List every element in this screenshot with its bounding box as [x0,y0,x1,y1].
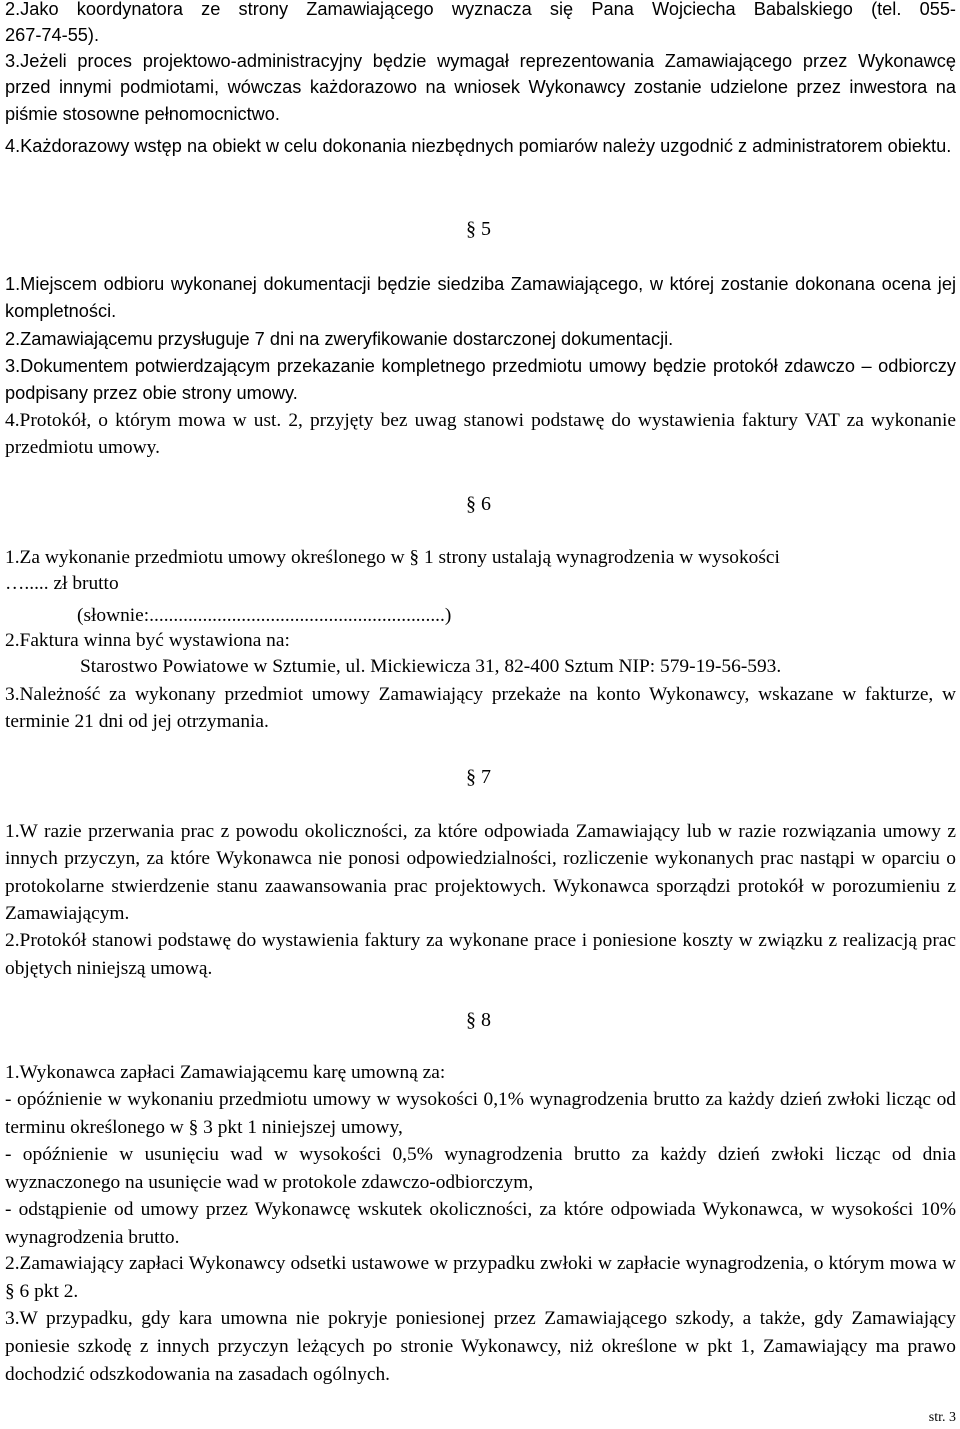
paragraph-5-2: 2.Zamawiającemu przysługuje 7 dni na zweryfikowanie dostarczonej dokumentacji. [5,329,674,349]
paragraph-7-1: 1.W razie przerwania prac z powodu okoliczności, za które odpowiada Zamawiający lub w razie rozwiązania umowy z innych przyczyn, za które Wykonawca nie ponosi odpowiedzialności, rozliczenie wykonanych prac nastąpi w oparciu o protokolarne stwierdzenie stanu zaawansowania prac projektowych. Wykonawca sporządzi protokół w porozumieniu z Zamawiającym. [5,821,956,924]
paragraph-coordinator-line1: 2.Jako koordynatora ze strony Zamawiającego wyznacza się Pana Wojciecha Babalskiego (tel. 055- [5,0,956,19]
paragraph-8-1-penalty-withdrawal: - odstąpienie od umowy przez Wykonawcę wskutek okoliczności, za które odpowiada Wykonawca, w wysokości 10% wynagrodzenia brutto. [5,1199,956,1248]
paragraph-8-1-penalty-defects: - opóźnienie w usunięciu wad w wysokości 0,5% wynagrodzenia brutto za każdy dzień zwłoki licząc od dnia wyznaczonego na usunięcie wad w protokole zdawczo-odbiorczym, [5,1144,956,1193]
paragraph-6-1: 1.Za wykonanie przedmiotu umowy określonego w § 1 strony ustalają wynagrodzenia w wysokości [5,547,780,568]
page-number: str. 3 [928,1410,956,1425]
paragraph-6-1-in-words: (słownie:.............................................................) [77,605,452,626]
paragraph-3-representation: 3.Jeżeli proces projektowo-administracyjny będzie wymagał reprezentowania Zamawiającego przez Wykonawcę przed innymi podmiotami, wówczas każdorazowo na wniosek Wykonawcy zostanie udzielone przez inwestora na piśmie stosowne pełnomocnictwo. [5,51,956,124]
section-heading-7: § 7 [466,766,491,788]
paragraph-coordinator-line2: 267-74-55). [5,25,100,45]
paragraph-8-1-penalty-delay: - opóźnienie w wykonaniu przedmiotu umowy w wysokości 0,1% wynagrodzenia brutto za każdy dzień zwłoki licząc od terminu określonego w § 3 pkt 1 niniejszej umowy, [5,1089,956,1138]
section-heading-6: § 6 [466,493,491,515]
section-heading-5: § 5 [466,218,491,240]
paragraph-8-2: 2.Zamawiający zapłaci Wykonawcy odsetki ustawowe w przypadku zwłoki w zapłacie wynagrodzenia, o którym mowa w § 6 pkt 2. [5,1253,956,1302]
section-heading-8: § 8 [466,1009,491,1031]
paragraph-8-1: 1.Wykonawca zapłaci Zamawiającemu karę umowną za: [5,1062,446,1083]
paragraph-5-3: 3.Dokumentem potwierdzającym przekazanie kompletnego przedmiotu umowy będzie protokół zdawczo – odbiorczy podpisany przez obie strony umowy. [5,356,956,403]
paragraph-6-1-amount: …..... zł brutto [5,573,119,594]
paragraph-6-2-invoice-address: Starostwo Powiatowe w Sztumie, ul. Mickiewicza 31, 82-400 Sztum NIP: 579-19-56-593. [80,656,782,677]
paragraph-6-3: 3.Należność za wykonany przedmiot umowy Zamawiający przekaże na konto Wykonawcy, wskazane w fakturze, w terminie 21 dni od jej otrzymania. [5,684,956,732]
paragraph-6-2: 2.Faktura winna być wystawiona na: [5,630,290,651]
paragraph-7-2: 2.Protokół stanowi podstawę do wystawienia faktury za wykonane prace i poniesione koszty w związku z realizacją prac objętych niniejszą umową. [5,930,956,979]
paragraph-4-site-access: 4.Każdorazowy wstęp na obiekt w celu dokonania niezbędnych pomiarów należy uzgodnić z administratorem obiektu. [5,136,952,156]
paragraph-5-1: 1.Miejscem odbioru wykonanej dokumentacji będzie siedziba Zamawiającego, w której zostanie dokonana ocena jej kompletności. [5,274,956,321]
paragraph-5-4: 4.Protokół, o którym mowa w ust. 2, przyjęty bez uwag stanowi podstawę do wystawienia faktury VAT za wykonanie przedmiotu umowy. [5,410,956,458]
paragraph-8-3: 3.W przypadku, gdy kara umowna nie pokryje poniesionej przez Zamawiającego szkody, a także, gdy Zamawiający poniesie szkodę z innych przyczyn leżących po stronie Wykonawcy, niż określone w pkt 1, Zamawiający ma prawo dochodzić odszkodowania na zasadach ogólnych. [5,1308,956,1385]
